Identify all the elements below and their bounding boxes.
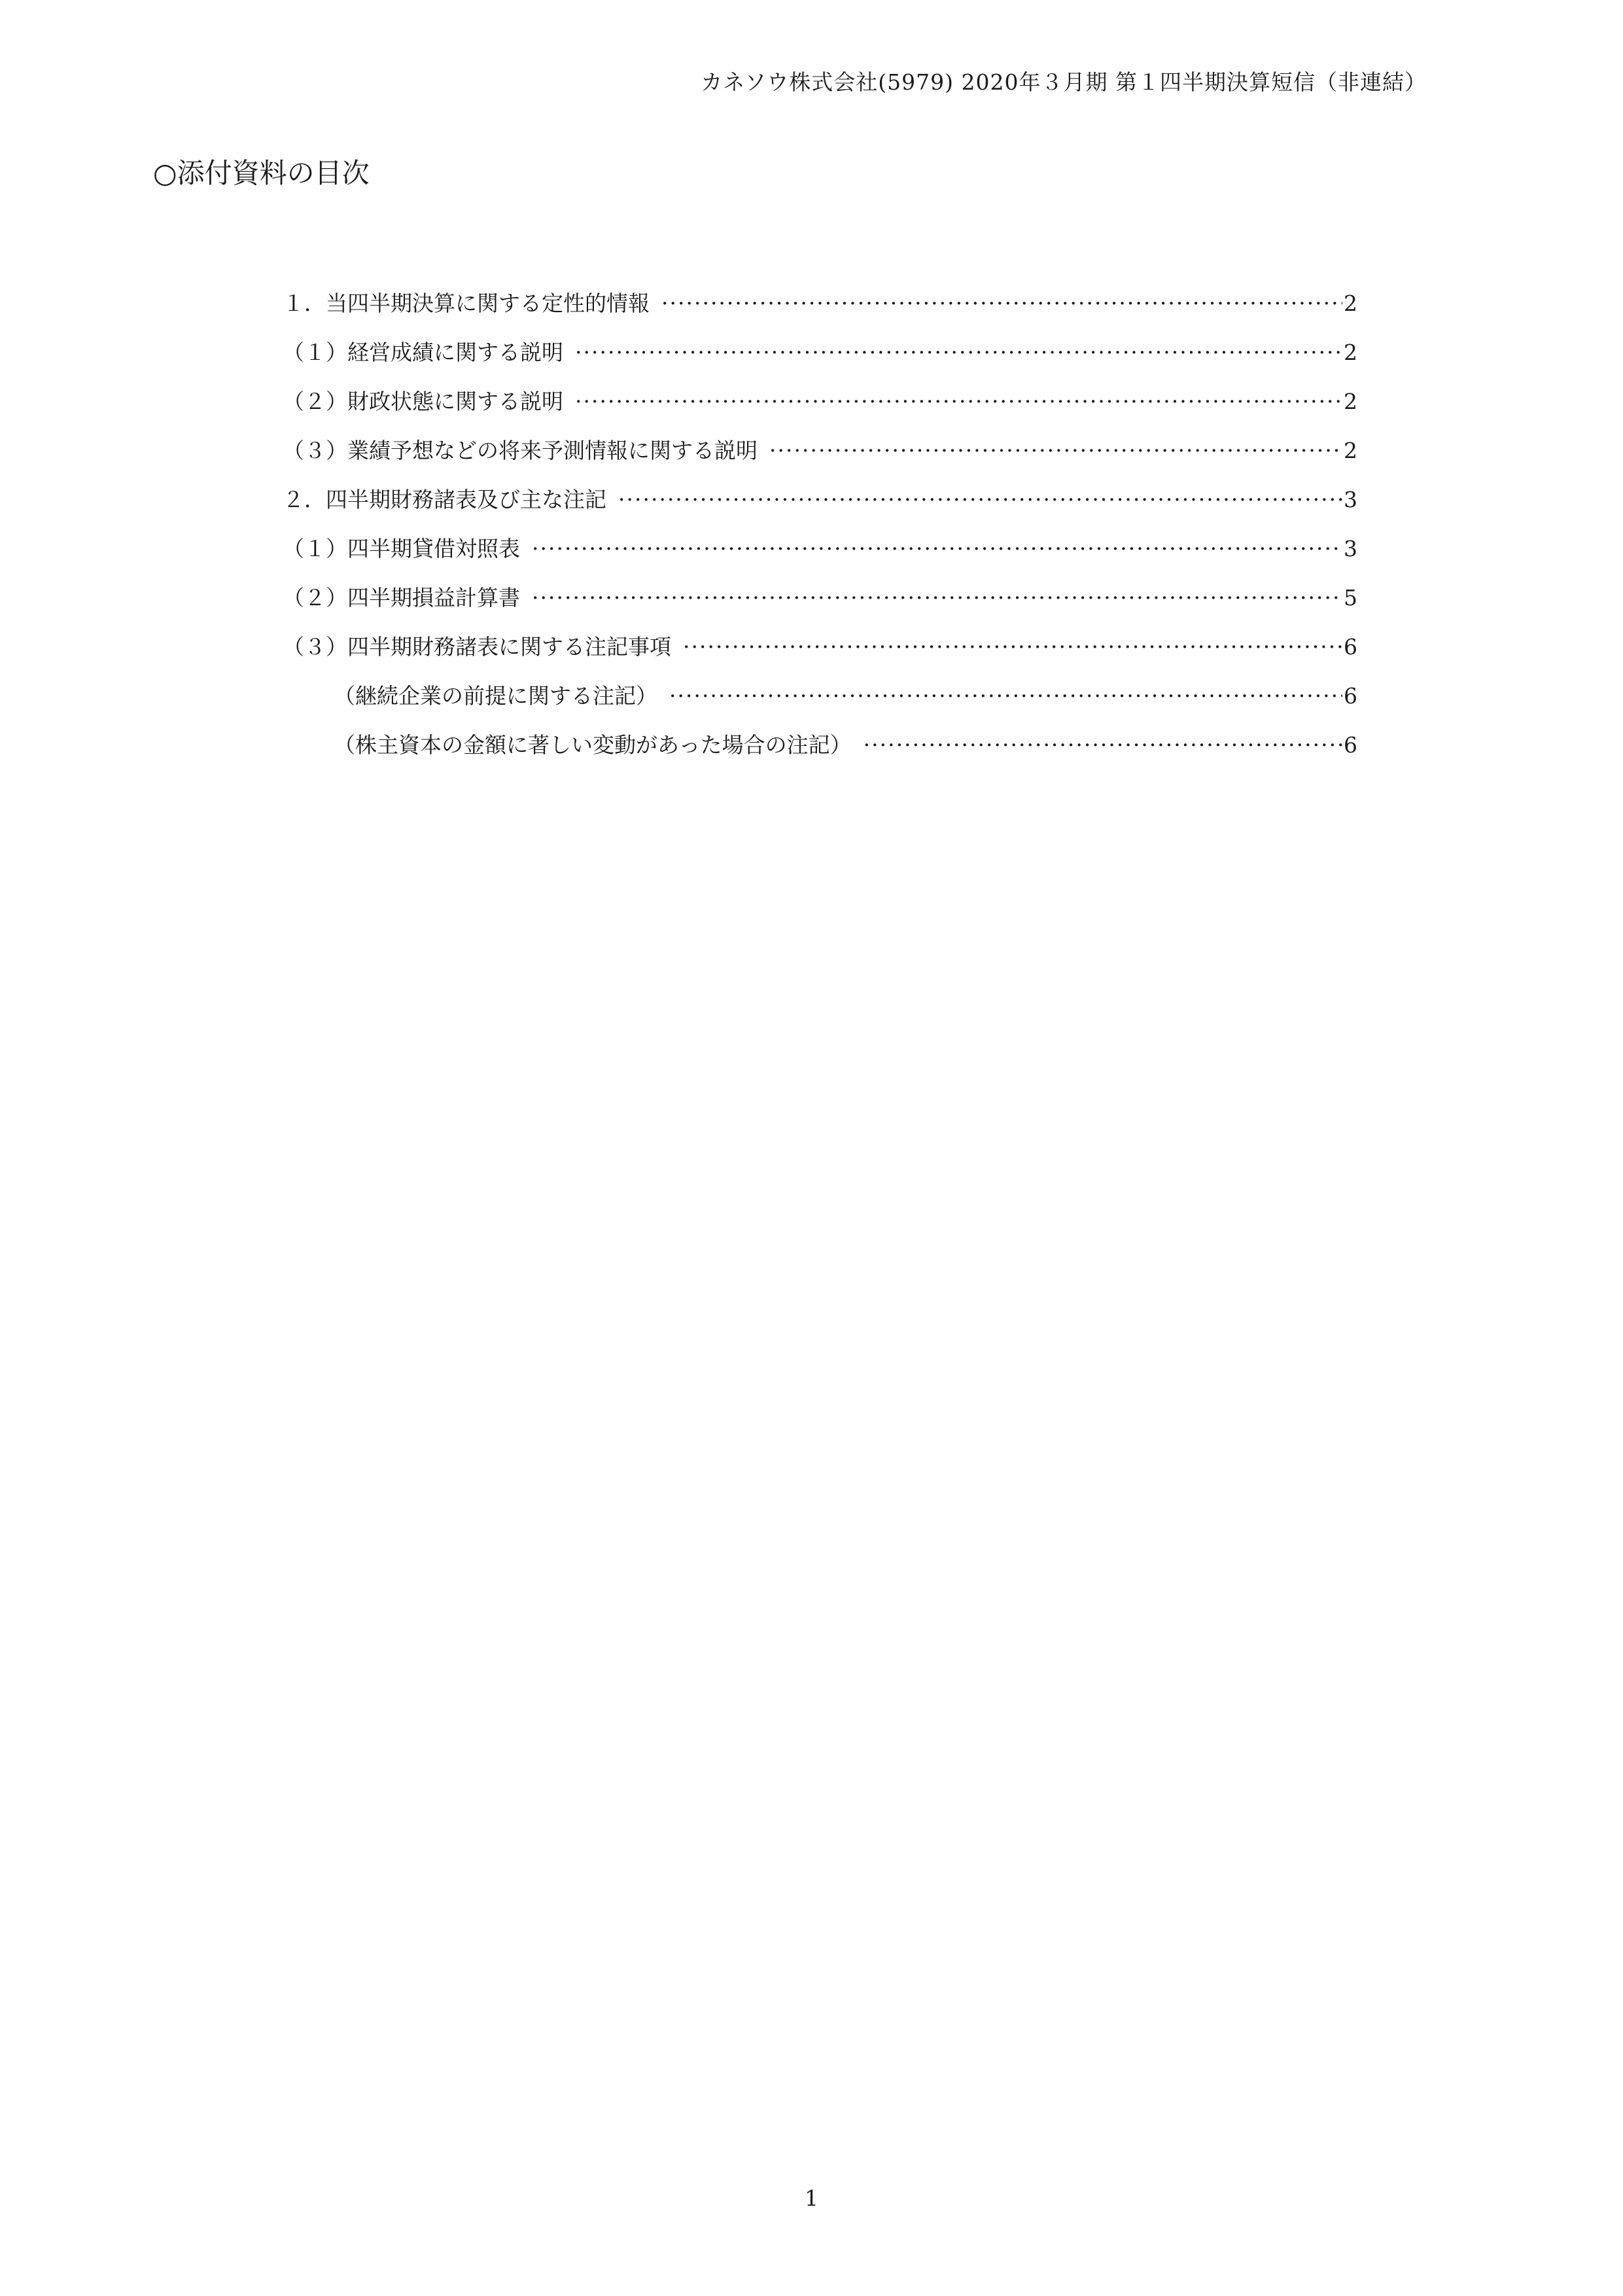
- toc-dot-leader: [618, 487, 1342, 512]
- toc-entry[interactable]: [283, 385, 1357, 414]
- toc-entry-page: 6: [1344, 634, 1357, 660]
- toc-entry-page: 2: [1344, 291, 1357, 316]
- toc-entry-label: （継続企業の前提に関する注記）: [334, 683, 657, 709]
- toc-dot-leader: [575, 340, 1342, 365]
- toc-dot-leader: [669, 683, 1342, 709]
- toc-dot-leader: [575, 389, 1342, 414]
- toc-entry-page: 2: [1344, 340, 1357, 365]
- toc-entry-label: １．当四半期決算に関する定性的情報: [283, 291, 650, 316]
- toc-entry[interactable]: [283, 287, 1357, 315]
- toc-dot-leader: [532, 536, 1342, 561]
- toc-entry[interactable]: [283, 483, 1357, 512]
- toc-entry-label: （株主資本の金額に著しい変動があった場合の注記）: [334, 732, 852, 758]
- toc-entry-page: 3: [1344, 536, 1357, 561]
- toc-entry-page: 2: [1344, 389, 1357, 414]
- page-number: 1: [805, 2185, 818, 2211]
- toc-entry-label: ２．四半期財務諸表及び主な注記: [283, 487, 606, 512]
- toc-entry-page: 6: [1344, 683, 1357, 709]
- toc-entry-page: 6: [1344, 732, 1357, 758]
- toc-entry-label: （１）四半期貸借対照表: [283, 536, 520, 561]
- toc-entry[interactable]: [283, 532, 1357, 561]
- toc-entry-page: 2: [1344, 438, 1357, 463]
- toc-dot-leader: [532, 585, 1342, 610]
- toc-entry-label: （３）業績予想などの将来予測情報に関する説明: [283, 438, 758, 463]
- toc-dot-leader: [769, 438, 1342, 463]
- toc-entry[interactable]: [283, 336, 1357, 364]
- section-title: ○添付資料の目次: [153, 157, 370, 189]
- toc-entry[interactable]: [334, 728, 1357, 757]
- toc-dot-leader: [661, 291, 1342, 316]
- toc-entry-page: 5: [1344, 585, 1357, 610]
- toc-entry[interactable]: [283, 434, 1357, 463]
- toc-dot-leader: [683, 634, 1342, 660]
- toc-entry[interactable]: [283, 581, 1357, 610]
- document-header: カネソウ株式会社(5979) 2020年３月期 第１四半期決算短信（非連結）: [701, 69, 1427, 95]
- toc-dot-leader: [864, 732, 1342, 758]
- toc-entry-label: （１）経営成績に関する説明: [283, 340, 563, 365]
- toc-entry[interactable]: [334, 679, 1357, 708]
- toc-entry[interactable]: [283, 630, 1357, 659]
- toc-entry-label: （２）四半期損益計算書: [283, 585, 520, 610]
- toc-entry-label: （３）四半期財務諸表に関する注記事項: [283, 634, 671, 660]
- toc-entry-label: （２）財政状態に関する説明: [283, 389, 563, 414]
- toc-entry-page: 3: [1344, 487, 1357, 512]
